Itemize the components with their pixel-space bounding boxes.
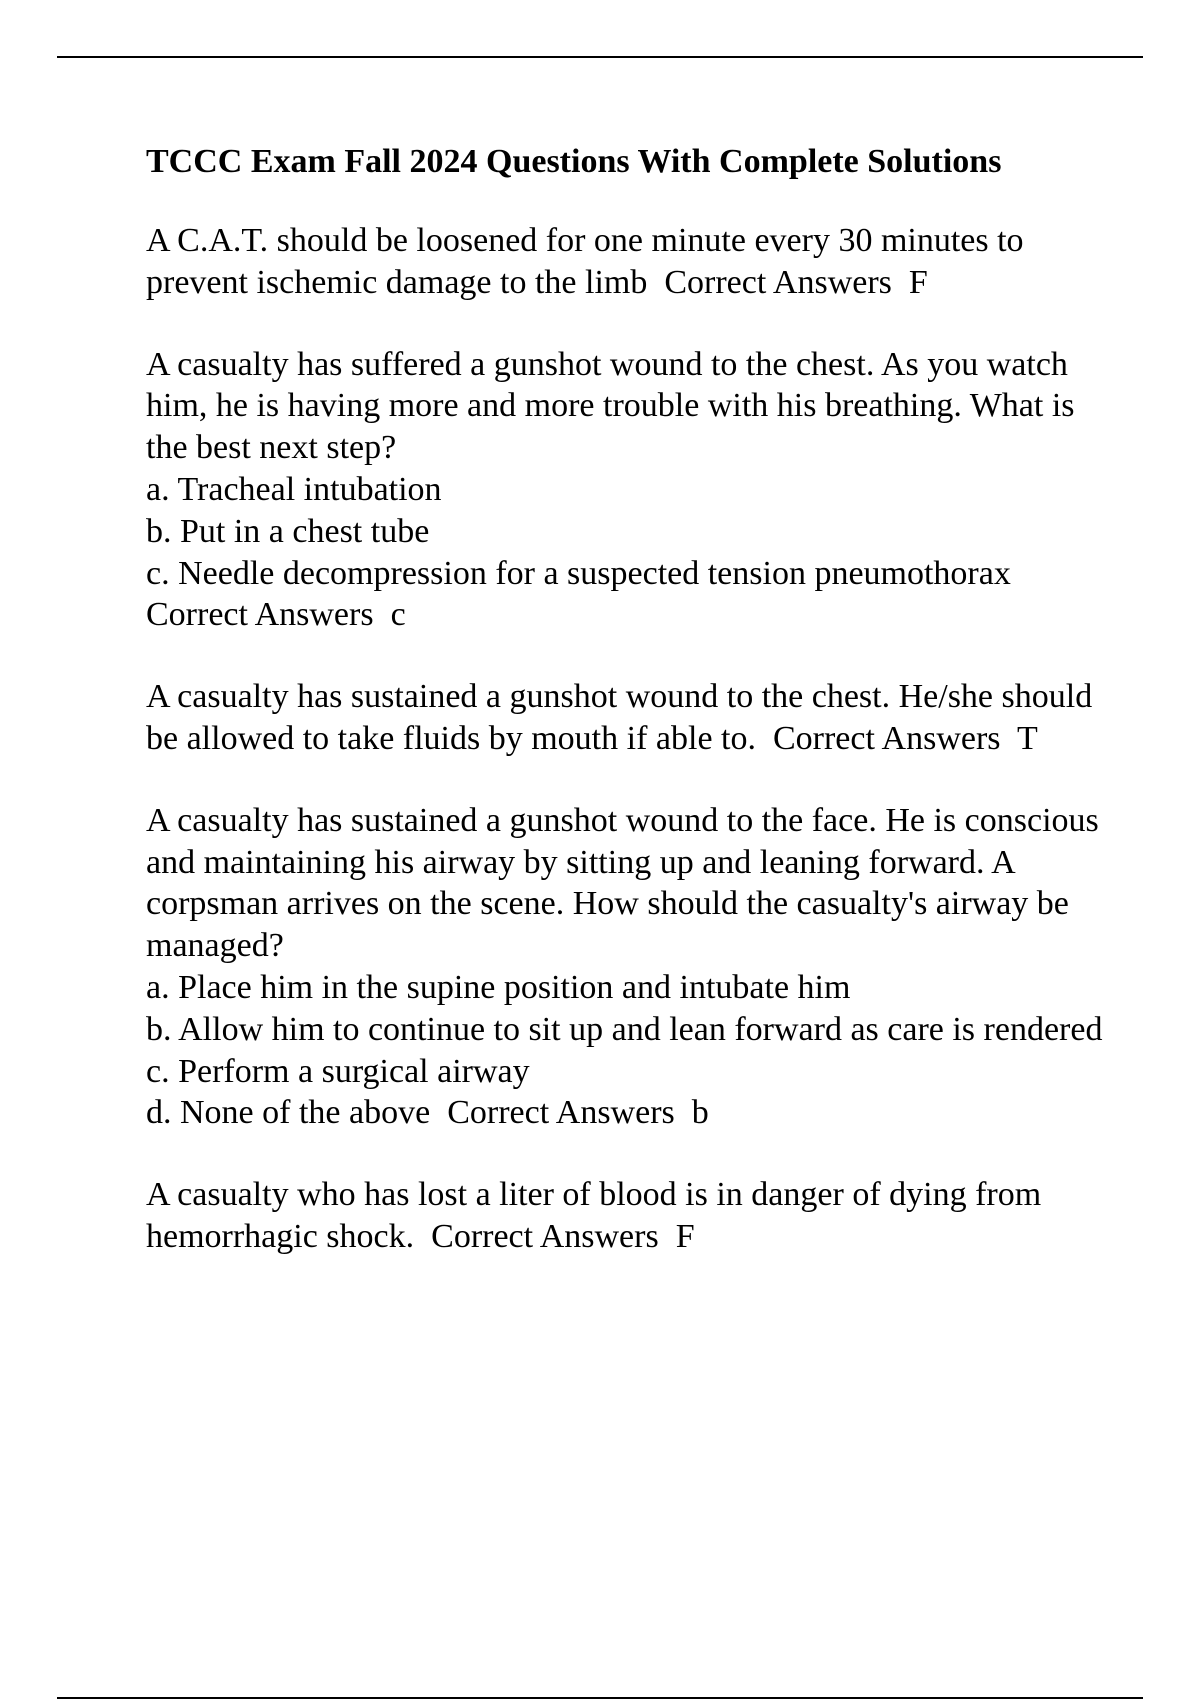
answer-value: F <box>908 263 928 301</box>
question-text: A casualty has suffered a gunshot wound to the chest. As you watch him, he is having more and more trouble with his breathing. What is the best next step? <box>146 345 1075 467</box>
option-b: b. Allow him to continue to sit up and lean forward as care is rendered <box>146 1010 1103 1048</box>
question-text: A casualty has sustained a gunshot wound to the chest. He/she should be allowed to take fluids by mouth if able to. <box>146 678 1093 757</box>
qa-item-5-question-line <box>146 1174 1106 1258</box>
question-text: A casualty who has lost a liter of blood is in danger of dying from hemorrhagic shock. <box>146 1176 1042 1255</box>
answer-line <box>146 594 1106 636</box>
answer-value: c <box>390 596 406 634</box>
option-a: a. Tracheal intubation <box>146 470 442 508</box>
question-text: A C.A.T. should be loosened for one minute every 30 minutes to prevent ischemic damage to the limb <box>146 222 1024 301</box>
answer-value: F <box>675 1217 695 1255</box>
answer-value: b <box>691 1094 709 1132</box>
option-b: b. Put in a chest tube <box>146 512 430 550</box>
answer-value: T <box>1016 719 1038 757</box>
document-body <box>146 140 1106 1298</box>
bottom-rule <box>57 1697 1143 1699</box>
option-a: a. Place him in the supine position and intubate him <box>146 968 851 1006</box>
answer-label: Correct Answers <box>431 1217 659 1255</box>
answer-label: Correct Answers <box>447 1094 675 1132</box>
qa-item-3 <box>146 676 1106 760</box>
qa-item-3-question-line <box>146 676 1106 760</box>
answer-label: Correct Answers <box>146 596 374 634</box>
answer-label: Correct Answers <box>664 263 892 301</box>
option-c: c. Perform a surgical airway <box>146 1052 530 1090</box>
option-d-answer-line <box>146 1092 1106 1134</box>
option-d: d. None of the above <box>146 1094 431 1132</box>
top-rule <box>57 56 1143 58</box>
answer-label: Correct Answers <box>772 719 1001 757</box>
qa-item-2 <box>146 344 1106 637</box>
question-text: A casualty has sustained a gunshot wound to the face. He is conscious and maintaining his airway by sitting up and leaning forward. A corpsman arrives on the scene. How should the casualty's airway be managed? <box>146 801 1099 965</box>
qa-item-1-question-line <box>146 220 1106 304</box>
option-c: c. Needle decompression for a suspected tension pneumothorax <box>146 554 1011 592</box>
qa-item-4 <box>146 800 1106 1134</box>
document-title: TCCC Exam Fall 2024 Questions With Complete Solutions <box>146 143 1002 180</box>
qa-item-1 <box>146 220 1106 304</box>
qa-item-5 <box>146 1174 1106 1258</box>
